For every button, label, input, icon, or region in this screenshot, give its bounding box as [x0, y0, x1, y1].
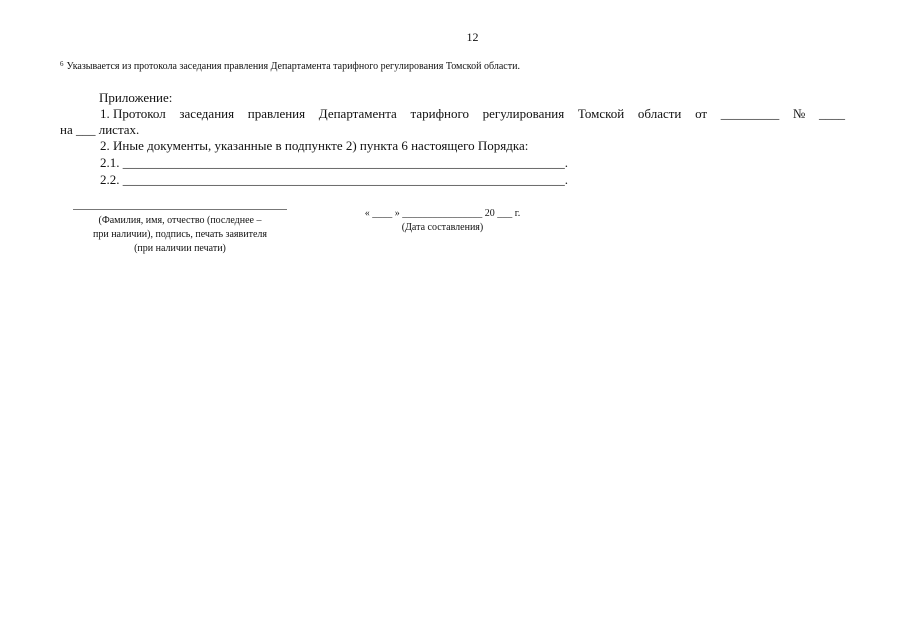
attachment-item-2-1: 2.1. ____________________________________________________________________. — [100, 155, 568, 170]
signature-line — [73, 209, 287, 210]
date-row: « ____ » ________________ 20 ___ г. — [364, 208, 521, 219]
item1-word: заседания — [179, 106, 235, 121]
item1-word: Департамента — [318, 106, 397, 121]
item1-word: области — [637, 106, 682, 121]
attachment-item-1-continuation: на ___ листах. — [60, 122, 140, 137]
number-sign: № — [792, 106, 806, 121]
protocol-date-blank: _________ — [720, 106, 780, 121]
attachment-heading: Приложение: — [99, 90, 173, 105]
signature-caption-line-3: (при наличии печати) — [134, 243, 226, 254]
attachment-item-2-2: 2.2. ____________________________________________________________________. — [100, 172, 568, 187]
item1-word: тарифного — [410, 106, 469, 121]
page-number: 12 — [466, 30, 479, 44]
protocol-number-blank: ____ — [819, 106, 845, 121]
signature-caption-line-2: при наличии), подпись, печать заявителя — [93, 229, 267, 240]
signature-caption-line-1: (Фамилия, имя, отчество (последнее – — [98, 215, 262, 226]
attachment-item-1 — [100, 106, 845, 122]
signature-block — [60, 209, 300, 256]
footnote — [60, 61, 520, 72]
item1-word: регулирования — [482, 106, 565, 121]
item1-word: от — [695, 106, 708, 121]
footnote-text: Указывается из протокола заседания правления Департамента тарифного регулирования Томской области. — [66, 61, 520, 72]
date-block — [330, 207, 555, 235]
attachment-item-2: 2. Иные документы, указанные в подпункте 2) пункта 6 настоящего Порядка: — [100, 138, 529, 153]
item1-word: 1. Протокол — [100, 106, 166, 121]
item1-word: правления — [247, 106, 306, 121]
date-caption: (Дата составления) — [401, 222, 484, 233]
item1-word: Томской — [577, 106, 625, 121]
footnote-marker: 6 — [60, 60, 64, 68]
